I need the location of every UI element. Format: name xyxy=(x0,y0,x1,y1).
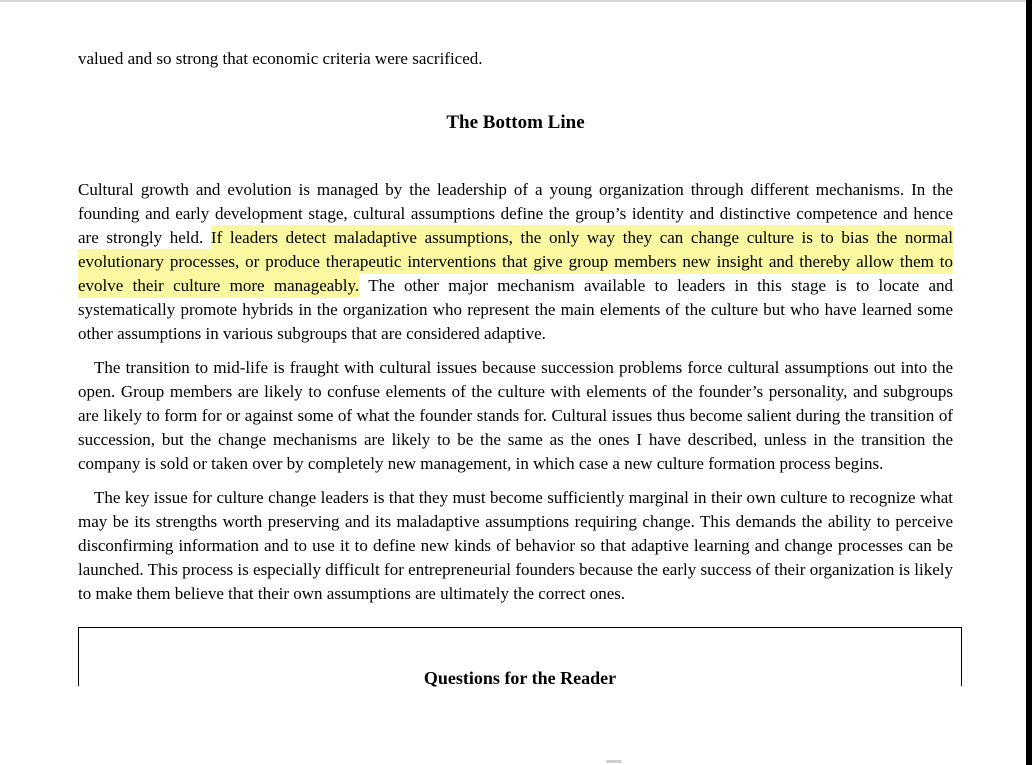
paragraph xyxy=(78,486,953,606)
carryover-sentence: valued and so strong that economic criteria were sacrificed. xyxy=(78,49,483,68)
questions-box xyxy=(78,627,962,686)
paragraph-text: Cultural growth and evolution is managed by the leadership of a young organization through different mechanisms. In the founding and early development stage, cultural assumptions define the group’s identity and distinctive competence and hence are strongly held. xyxy=(78,180,953,247)
highlighted-text[interactable]: If leaders detect maladaptive assumptions, the only way they can change culture is to bias the normal evolutionary processes, or produce therapeutic interventions that give group members new insight and thereby allow them to evolve their culture more manageably. xyxy=(78,225,953,298)
questions-box-heading: Questions for the Reader xyxy=(423,668,617,688)
paragraph-text: The key issue for culture change leaders is that they must become sufficiently marginal in their own culture to recognize what may be its strengths worth preserving and its maladaptive assumptions requiring change. This demands the ability to perceive disconfirming information and to use it to define new kinds of behavior so that adaptive learning and change processes can be launched. This process is especially difficult for entrepreneurial founders because the early success of their organization is likely to make them believe that their own assumptions are ultimately the correct ones. xyxy=(78,488,953,603)
scroll-indicator[interactable] xyxy=(606,760,622,763)
paragraph-text: The other major mechanism available to leaders in this stage is to locate and systematically promote hybrids in the organization who represent the main elements of the culture but who have learned some other assumptions in various subgroups that are considered adaptive. xyxy=(78,276,953,343)
paragraph-text: The transition to mid-life is fraught with cultural issues because succession problems force cultural assumptions out into the open. Group members are likely to confuse elements of the culture with elements of the founder’s personality, and subgroups are likely to form for or against some of what the founder stands for. Cultural issues thus become salient during the transition of succession, but the change mechanisms are likely to be the same as the ones I have described, unless in the transition the company is sold or taken over by completely new management, in which case a new culture formation process begins. xyxy=(78,358,953,473)
page-content xyxy=(78,0,953,686)
screen-right-edge xyxy=(1026,0,1032,765)
body-paragraphs xyxy=(78,178,953,606)
paragraph xyxy=(78,178,953,346)
section-heading: The Bottom Line xyxy=(446,112,585,133)
paragraph xyxy=(78,356,953,476)
